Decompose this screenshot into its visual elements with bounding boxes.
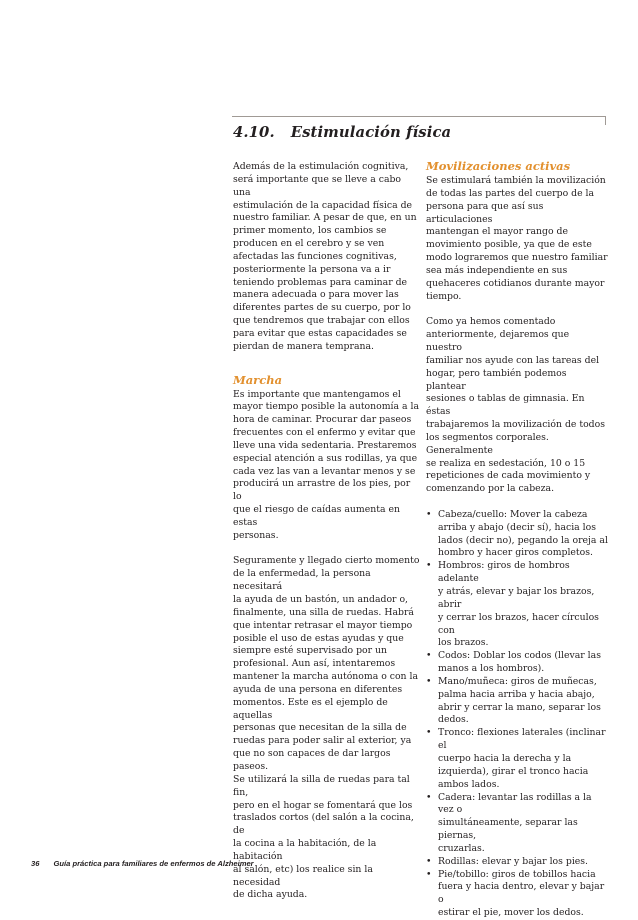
text-line: Pie/tobillo: giros de tobillos hacia (438, 868, 596, 880)
text-line: primer momento, los cambios se (233, 225, 387, 237)
text-line: repeticiones de cada movimiento y (426, 470, 591, 482)
text-line: tiempo. (426, 290, 462, 302)
text-line: para evitar que estas capacidades se (233, 327, 407, 339)
text-line: los segmentos corporales. Generalmente (426, 431, 549, 456)
text-line: Mano/muñeca: giros de muñecas, (438, 675, 597, 687)
text-line: persona para que así sus articulaciones (426, 200, 544, 225)
text-line: posible el uso de estas ayudas y que (233, 632, 404, 644)
text-line: dedos. (438, 714, 469, 726)
text-line: diferentes partes de su cuerpo, por lo (233, 302, 411, 314)
text-line: que intentar retrasar el mayor tiempo (233, 619, 413, 631)
text-line: la cocina a la habitación, de la habitación (233, 838, 377, 862)
text-line: abrir y cerrar la mano, separar los (438, 701, 601, 713)
list-item (426, 560, 608, 650)
list-item (426, 869, 608, 920)
marcha-paragraph-2 (233, 555, 421, 902)
text-line: Tronco: flexiones laterales (inclinar el (438, 727, 606, 752)
text-line: Rodillas: elevar y bajar los pies. (438, 855, 589, 867)
text-line: Se estimulará también la movilización (426, 175, 606, 186)
text-line: será importante que se lleve a cabo una (233, 173, 402, 198)
intro-paragraph (233, 161, 421, 354)
text-line: mantener la marcha autónoma o con la (233, 671, 419, 683)
text-line: finalmente, una silla de ruedas. Habrá (233, 606, 414, 618)
text-line: que no son capaces de dar largos paseos. (233, 748, 391, 772)
text-line: trabajaremos la movilización de todos (426, 419, 606, 431)
text-line: pero en el hogar se fomentará que los (233, 799, 413, 811)
text-line: cuerpo hacia la derecha y la (438, 752, 572, 764)
list-item (426, 792, 608, 856)
text-line: modo lograremos que nuestro familiar (426, 252, 608, 264)
text-line: producirá un arrastre de los pies, por lo (233, 478, 411, 503)
book-title: Guía práctica para familiares de enfermos de Alzheimer (53, 859, 254, 868)
text-line: los brazos. (438, 637, 489, 649)
text-line: Se utilizará la silla de ruedas para tal fin, (233, 773, 410, 798)
text-line: siempre esté supervisado por un (233, 645, 388, 657)
text-line: ambos lados. (438, 778, 500, 790)
text-line: momentos. Este es el ejemplo de aquellas (233, 696, 388, 721)
text-line: familiar nos ayude con las tareas del (426, 354, 600, 366)
right-column (426, 161, 608, 920)
text-line: afectadas las funciones cognitivas, (233, 250, 397, 262)
text-line: quehaceres cotidianos durante mayor (426, 277, 605, 289)
text-line: Cabeza/cuello: Mover la cabeza (438, 508, 588, 520)
text-line: producen en el cerebro y se ven (233, 238, 385, 250)
text-line: cruzarlas. (438, 842, 485, 854)
text-line: Además de la estimulación cognitiva, (233, 161, 409, 172)
section-title (233, 124, 451, 141)
text-line: simultáneamente, separar las piernas, (438, 817, 578, 842)
list-item (426, 509, 608, 560)
text-line: lleve una vida sedentaria. Prestaremos (233, 439, 417, 451)
text-line: estirar el pie, mover los dedos. (438, 907, 584, 919)
list-item (426, 727, 608, 791)
text-line: personas. (233, 529, 279, 541)
text-line: especial atención a sus rodillas, ya que (233, 452, 418, 464)
text-line: pierdan de manera temprana. (233, 340, 374, 352)
left-column (233, 161, 421, 902)
movilizaciones-paragraph-2 (426, 316, 608, 496)
text-line: fuera y hacia dentro, elevar y bajar o (438, 881, 605, 906)
text-line: teniendo problemas para caminar de (233, 276, 408, 288)
section-number: 4.10. (233, 124, 275, 141)
page-footer (31, 859, 254, 868)
text-line: Seguramente y llegado cierto momento (233, 555, 420, 567)
text-line: se realiza en sedestación, 10 o 15 (426, 457, 586, 469)
text-line: Hombros: giros de hombros adelante (438, 560, 570, 585)
text-line: Es importante que mantengamos el (233, 388, 401, 400)
marcha-heading: Marcha (233, 372, 283, 387)
list-item (426, 650, 608, 676)
text-line: profesional. Aun así, intentaremos (233, 658, 396, 670)
text-line: izquierda), girar el tronco hacia (438, 765, 589, 777)
text-line: estimulación de la capacidad física de (233, 199, 413, 211)
text-line: comenzando por la cabeza. (426, 483, 555, 495)
text-line: hombro y hacer giros completos. (438, 547, 593, 559)
text-line: movimiento posible, ya que de este (426, 239, 592, 251)
text-line: cada vez las van a levantar menos y se (233, 465, 416, 477)
header-rule-tick (605, 116, 606, 125)
text-line: hogar, pero también podemos plantear (426, 367, 567, 392)
text-line: al salón, etc) los realice sin la necesidad (233, 863, 373, 888)
section-title-text: Estimulación física (290, 124, 452, 141)
text-line: anteriormente, dejaremos que nuestro (426, 329, 570, 353)
text-line: sea más independiente en sus (426, 264, 568, 276)
text-line: que tendremos que trabajar con ellos (233, 315, 410, 327)
text-line: la ayuda de un bastón, un andador o, (233, 594, 408, 605)
text-line: ayuda de una persona en diferentes (233, 683, 403, 695)
text-line: de todas las partes del cuerpo de la (426, 187, 595, 199)
text-line: sesiones o tablas de gimnasia. En éstas (426, 393, 585, 418)
list-item (426, 676, 608, 727)
text-line: arriba y abajo (decir sí), hacia los (438, 521, 597, 533)
text-line: Codos: Doblar los codos (llevar las (438, 650, 601, 662)
text-line: posteriormente la persona va a ir (233, 263, 391, 275)
header-rule (232, 116, 606, 117)
text-line: Como ya hemos comentado (426, 316, 556, 328)
text-line: ruedas para poder salir al exterior, ya (233, 735, 412, 747)
text-line: manera adecuada o para mover las (233, 289, 399, 301)
text-line: palma hacia arriba y hacia abajo, (438, 688, 595, 700)
page-number: 36 (31, 859, 40, 868)
text-line: que el riesgo de caídas aumenta en estas (233, 504, 400, 528)
text-line: manos a los hombros). (438, 663, 545, 675)
text-line: de la enfermedad, la persona necesitará (233, 568, 371, 593)
movilizaciones-heading: Movilizaciones activas (426, 159, 571, 173)
text-line: Cadera: levantar las rodillas a la vez o (438, 791, 592, 816)
text-line: frecuentes con el enfermo y evitar que (233, 427, 416, 439)
marcha-paragraph-1 (233, 389, 421, 543)
text-line: de dicha ayuda. (233, 889, 308, 901)
list-item (426, 856, 608, 869)
text-line: nuestro familiar. A pesar de que, en un (233, 212, 417, 224)
text-line: mayor tiempo posible la autonomía a la (233, 401, 420, 413)
text-line: y atrás, elevar y bajar los brazos, abrir (438, 586, 595, 610)
text-line: mantengan el mayor rango de (426, 226, 568, 238)
text-line: y cerrar los brazos, hacer círculos con (438, 611, 599, 636)
text-line: hora de caminar. Procurar dar paseos (233, 414, 412, 426)
text-line: lados (decir no), pegando la oreja al (438, 534, 608, 546)
text-line: personas que necesitan de la silla de (233, 722, 407, 734)
exercise-list (426, 509, 608, 920)
movilizaciones-paragraph-1 (426, 175, 608, 303)
text-line: traslados cortos (del salón a la cocina, de (233, 812, 414, 837)
